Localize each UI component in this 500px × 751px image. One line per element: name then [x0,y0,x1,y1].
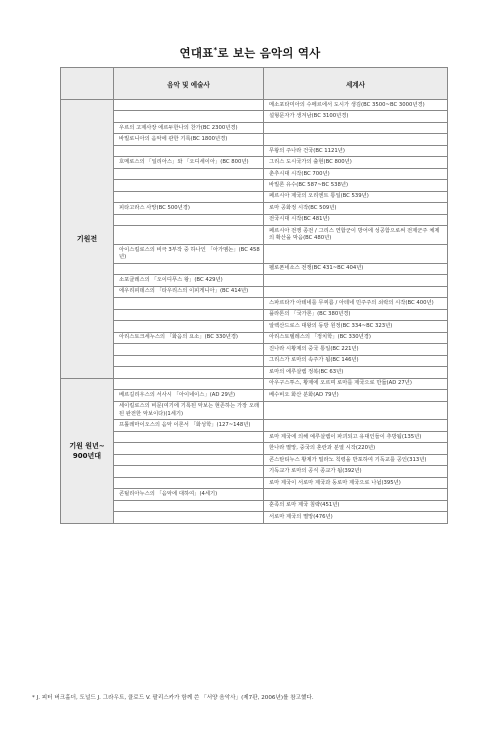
table-row [61,489,448,500]
era-bc-cell: 기원전 [61,100,114,379]
music-cell: 호메로스의 「일리아스」와 「오디세이아」(BC 800년) [114,157,264,168]
era-label-line2: 900년대 [72,451,102,460]
music-cell [114,512,264,523]
world-cell: 아리스토텔레스의 「정치학」(BC 330년경) [264,332,448,343]
world-cell [264,134,448,145]
world-cell: 로마 제국에 의해 예루살렘이 파괴되고 유대인들이 추방됨(135년) [264,431,448,442]
music-cell [114,298,264,309]
title-text: 연대표 [179,46,214,60]
music-cell [114,367,264,378]
table-row [61,401,448,420]
music-cell [114,191,264,202]
table-row [61,500,448,511]
music-cell [114,309,264,320]
music-cell [114,168,264,179]
world-cell: 베수비오 화산 분화(AD 79년) [264,390,448,401]
era-ad-cell [61,378,114,523]
world-cell: 로마의 에루살렘 정복(BC 63년) [264,367,448,378]
table-row [61,145,448,156]
table-row [61,321,448,332]
world-cell: 그리스 도시국가의 출현(BC 800년) [264,157,448,168]
music-cell [114,111,264,122]
music-cell: 피타고라스 사망(BC 500년경) [114,203,264,214]
table-header-row [61,68,448,100]
table-row [61,180,448,191]
world-cell: 훈족의 로마 제국 침략(451년) [264,500,448,511]
table-row [61,111,448,122]
table-row [61,168,448,179]
music-cell [114,180,264,191]
music-cell: 우르의 고제사장 에르두한나의 찬가(BC 2300년경) [114,122,264,133]
header-music: 음악 및 예술사 [114,68,264,100]
table-body [61,100,448,524]
music-cell [114,226,264,245]
world-cell: 메소포타미아의 수메르에서 도시가 생김(BC 3500~BC 3000년경) [264,100,448,111]
music-cell [114,466,264,477]
music-cell [114,321,264,332]
table-row [61,191,448,202]
music-cell [114,100,264,111]
music-cell [114,378,264,389]
world-cell: 한나라 멸망, 중국의 혼란과 분열 시작(220년) [264,443,448,454]
world-cell: 그리스가 로마의 속주가 됨(BC 146년) [264,355,448,366]
table-row [61,245,448,264]
world-cell: 플라톤의 「국가론」(BC 380년경) [264,309,448,320]
world-cell: 로마 제국이 서로마 제국과 동로마 제국으로 나뉨(395년) [264,477,448,488]
world-cell: 알렉산드로스 대왕의 동방 원정(BC 334~BC 323년) [264,321,448,332]
music-cell: 소포클레스의 「오이디푸스 왕」(BC 429년) [114,275,264,286]
world-cell [264,245,448,264]
title-footnote-mark: * [213,46,218,55]
table-row [61,203,448,214]
footnote: * J. 피터 버크홀더, 도널드 J. 그라우트, 클로드 V. 팔리스카가 함께 쓴 「서양 음악사」(제7판, 2006년)를 참고했다. [32,695,314,701]
table-row [61,390,448,401]
world-cell: 서로마 제국의 멸망(476년) [264,512,448,523]
header-era [61,68,114,100]
music-cell: 에우리피데스의 「타우리스의 이피게니아」(BC 414년) [114,286,264,297]
music-cell [114,443,264,454]
era-label-line1: 기원 원년~ [69,441,105,450]
table-row [61,100,448,111]
table-row [61,431,448,442]
table-row [61,275,448,286]
table-row [61,122,448,133]
table-row [61,355,448,366]
music-cell [114,355,264,366]
table-row [61,420,448,431]
world-cell: 콘스탄티누스 황제가 밀라노 칙령을 반포하여 기독교를 공인(313년) [264,454,448,465]
music-cell: 아리스토크세누스의 「화음의 요소」(BC 330년경) [114,332,264,343]
music-cell: 아이스킬로스의 비극 3부작 중 하나인 「아가멤논」(BC 458년) [114,245,264,264]
world-cell: 스파르타가 아테네를 무찌름 / 아테네 민주주의 쇠락의 시작(BC 400년) [264,298,448,309]
music-cell [114,431,264,442]
world-cell: 기독교가 로마의 공식 종교가 됨(392년) [264,466,448,477]
world-cell: 전국시대 시작(BC 481년) [264,214,448,225]
music-cell [114,477,264,488]
page-title [0,45,500,61]
world-cell: 로마 공화정 시작(BC 509년) [264,203,448,214]
world-cell [264,489,448,500]
table-row [61,367,448,378]
world-cell: 아우구스투스, 황제에 오르며 로마를 제국으로 만듦(AD 27년) [264,378,448,389]
music-cell: 콘틸리아누스의 「음악에 대하여」(4세기) [114,489,264,500]
music-cell: 바빌로니아의 음악에 관한 기록(BC 1800년경) [114,134,264,145]
world-cell: 페르시아 제국의 오리엔트 통일(BC 539년) [264,191,448,202]
world-cell [264,286,448,297]
header-world: 세계사 [264,68,448,100]
title-text-rest: 로 보는 음악의 역사 [217,46,321,60]
table-row [61,344,448,355]
table-row [61,466,448,477]
world-cell: 무왕의 주나라 건국(BC 1121년) [264,145,448,156]
world-cell [264,420,448,431]
world-cell: 설형문자가 생겨남(BC 3100년경) [264,111,448,122]
table-row [61,477,448,488]
music-cell [114,145,264,156]
music-cell: 베르길리우스의 서사시 「아이네이스」(AD 29년) [114,390,264,401]
table-row [61,332,448,343]
table-row [61,454,448,465]
music-cell [114,344,264,355]
table-row [61,443,448,454]
table-row [61,298,448,309]
music-cell: 세이킬로스의 비문(여기에 기록된 악보는 현존하는 가장 오래된 완전한 악보이다)(1세기) [114,401,264,420]
timeline-table [60,67,448,524]
table-row [61,134,448,145]
music-cell [114,500,264,511]
world-cell [264,401,448,420]
table-row [61,286,448,297]
table-row [61,226,448,245]
table-row [61,263,448,274]
music-cell: 프톨레마이오스의 음악 이론서 「화성학」(127~148년) [114,420,264,431]
world-cell: 춘추시대 시작(BC 700년) [264,168,448,179]
table-row [61,214,448,225]
table-row [61,512,448,523]
music-cell [114,263,264,274]
table-row [61,309,448,320]
world-cell: 펠로폰네소스 전쟁(BC 431~BC 404년) [264,263,448,274]
world-cell [264,275,448,286]
table-row [61,378,448,389]
world-cell: 바빌론 유수(BC 587~BC 538년) [264,180,448,191]
world-cell [264,122,448,133]
world-cell: 페르시아 전쟁 종전 / 그리스 연합군이 방어에 성공함으로써 전제군주 체제의 확산을 막음(BC 480년) [264,226,448,245]
music-cell [114,454,264,465]
music-cell [114,214,264,225]
world-cell: 진나라 시황제의 중국 통일(BC 221년) [264,344,448,355]
table-row [61,157,448,168]
